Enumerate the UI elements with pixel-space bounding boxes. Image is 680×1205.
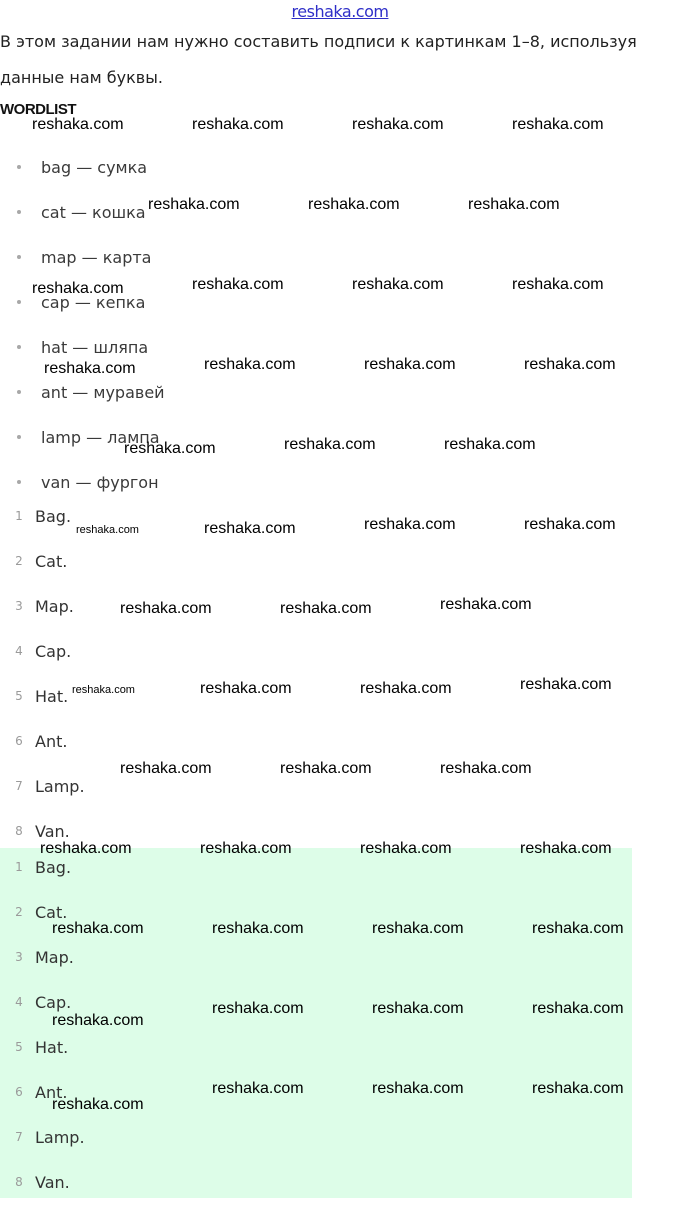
wordlist-item-text: cat — кошка — [41, 203, 146, 222]
watermark: reshaka.com — [124, 440, 216, 457]
caption-list — [0, 494, 85, 854]
wordlist-item-text: van — фургон — [41, 473, 159, 492]
watermark: reshaka.com — [212, 920, 304, 937]
wordlist-heading: WORDLIST — [0, 101, 76, 118]
item-number: 8 — [15, 824, 23, 838]
watermark: reshaka.com — [512, 116, 604, 133]
item-number: 6 — [15, 734, 23, 748]
answer-item — [0, 935, 85, 980]
answer-text: Map. — [35, 948, 74, 967]
wordlist-item-text: cap — кепка — [41, 293, 146, 312]
watermark: reshaka.com — [532, 920, 624, 937]
wordlist-item — [0, 190, 165, 235]
caption-item — [0, 764, 85, 809]
wordlist-item — [0, 235, 165, 280]
item-number: 7 — [15, 1130, 23, 1144]
watermark: reshaka.com — [308, 196, 400, 213]
intro-text: В этом задании нам нужно составить подписи к картинкам 1–8, используя данные нам буквы. — [0, 32, 637, 87]
watermark: reshaka.com — [76, 524, 139, 536]
answer-text: Cap. — [35, 993, 72, 1012]
caption-text: Cat. — [35, 552, 68, 571]
caption-text: Lamp. — [35, 777, 85, 796]
bullet-icon — [17, 300, 21, 304]
watermark: reshaka.com — [148, 196, 240, 213]
watermark: reshaka.com — [372, 1000, 464, 1017]
item-number: 6 — [15, 1085, 23, 1099]
bullet-icon — [17, 165, 21, 169]
watermark: reshaka.com — [204, 520, 296, 537]
answer-item — [0, 1115, 85, 1160]
watermark: reshaka.com — [44, 360, 136, 377]
answer-text: Hat. — [35, 1038, 69, 1057]
caption-item — [0, 674, 85, 719]
watermark: reshaka.com — [440, 596, 532, 613]
item-number: 8 — [15, 1175, 23, 1189]
wordlist-item-text: lamp — лампа — [41, 428, 160, 447]
watermark: reshaka.com — [512, 276, 604, 293]
caption-item — [0, 494, 85, 539]
caption-text: Ant. — [35, 732, 68, 751]
answer-text: Cat. — [35, 903, 68, 922]
watermark: reshaka.com — [52, 920, 144, 937]
caption-text: Cap. — [35, 642, 72, 661]
watermark: reshaka.com — [200, 680, 292, 697]
caption-item — [0, 629, 85, 674]
caption-item — [0, 584, 85, 629]
watermark: reshaka.com — [192, 116, 284, 133]
answer-text: Van. — [35, 1173, 70, 1192]
bullet-icon — [17, 480, 21, 484]
caption-item — [0, 719, 85, 764]
watermark: reshaka.com — [352, 276, 444, 293]
wordlist-item-text: map — карта — [41, 248, 152, 267]
watermark: reshaka.com — [360, 840, 452, 857]
watermark: reshaka.com — [352, 116, 444, 133]
watermark: reshaka.com — [32, 116, 124, 133]
item-number: 7 — [15, 779, 23, 793]
watermark: reshaka.com — [32, 280, 124, 297]
answer-text: Ant. — [35, 1083, 68, 1102]
watermark: reshaka.com — [120, 600, 212, 617]
item-number: 5 — [15, 1040, 23, 1054]
item-number: 2 — [15, 905, 23, 919]
watermark: reshaka.com — [204, 356, 296, 373]
answer-item — [0, 1025, 85, 1070]
item-number: 1 — [15, 860, 23, 874]
item-number: 5 — [15, 689, 23, 703]
bullet-icon — [17, 255, 21, 259]
item-number: 3 — [15, 950, 23, 964]
watermark: reshaka.com — [280, 600, 372, 617]
watermark: reshaka.com — [372, 920, 464, 937]
watermark: reshaka.com — [212, 1000, 304, 1017]
bullet-icon — [17, 390, 21, 394]
wordlist-item-text: bag — сумка — [41, 158, 148, 177]
item-number: 4 — [15, 995, 23, 1009]
caption-text: Van. — [35, 822, 70, 841]
watermark: reshaka.com — [364, 516, 456, 533]
watermark: reshaka.com — [280, 760, 372, 777]
wordlist-item-text: hat — шляпа — [41, 338, 149, 357]
watermark: reshaka.com — [372, 1080, 464, 1097]
watermark: reshaka.com — [192, 276, 284, 293]
item-number: 2 — [15, 554, 23, 568]
bullet-icon — [17, 345, 21, 349]
caption-text: Bag. — [35, 507, 72, 526]
watermark: reshaka.com — [532, 1000, 624, 1017]
bullet-icon — [17, 210, 21, 214]
watermark: reshaka.com — [52, 1012, 144, 1029]
site-link[interactable]: reshaka.com — [291, 2, 389, 21]
watermark: reshaka.com — [532, 1080, 624, 1097]
bullet-icon — [17, 435, 21, 439]
watermark: reshaka.com — [52, 1096, 144, 1113]
watermark: reshaka.com — [524, 356, 616, 373]
watermark: reshaka.com — [200, 840, 292, 857]
answer-item — [0, 1160, 85, 1205]
watermark: reshaka.com — [468, 196, 560, 213]
answer-text: Lamp. — [35, 1128, 85, 1147]
watermark: reshaka.com — [212, 1080, 304, 1097]
wordlist-item-text: ant — муравей — [41, 383, 165, 402]
wordlist-item — [0, 145, 165, 190]
watermark: reshaka.com — [444, 436, 536, 453]
caption-text: Map. — [35, 597, 74, 616]
answer-text: Bag. — [35, 858, 72, 877]
caption-text: Hat. — [35, 687, 69, 706]
watermark: reshaka.com — [120, 760, 212, 777]
watermark: reshaka.com — [524, 516, 616, 533]
item-number: 3 — [15, 599, 23, 613]
watermark: reshaka.com — [72, 684, 135, 696]
item-number: 1 — [15, 509, 23, 523]
watermark: reshaka.com — [40, 840, 132, 857]
watermark: reshaka.com — [520, 840, 612, 857]
watermark: reshaka.com — [364, 356, 456, 373]
caption-item — [0, 539, 85, 584]
watermark: reshaka.com — [520, 676, 612, 693]
watermark: reshaka.com — [284, 436, 376, 453]
item-number: 4 — [15, 644, 23, 658]
watermark: reshaka.com — [440, 760, 532, 777]
watermark: reshaka.com — [360, 680, 452, 697]
